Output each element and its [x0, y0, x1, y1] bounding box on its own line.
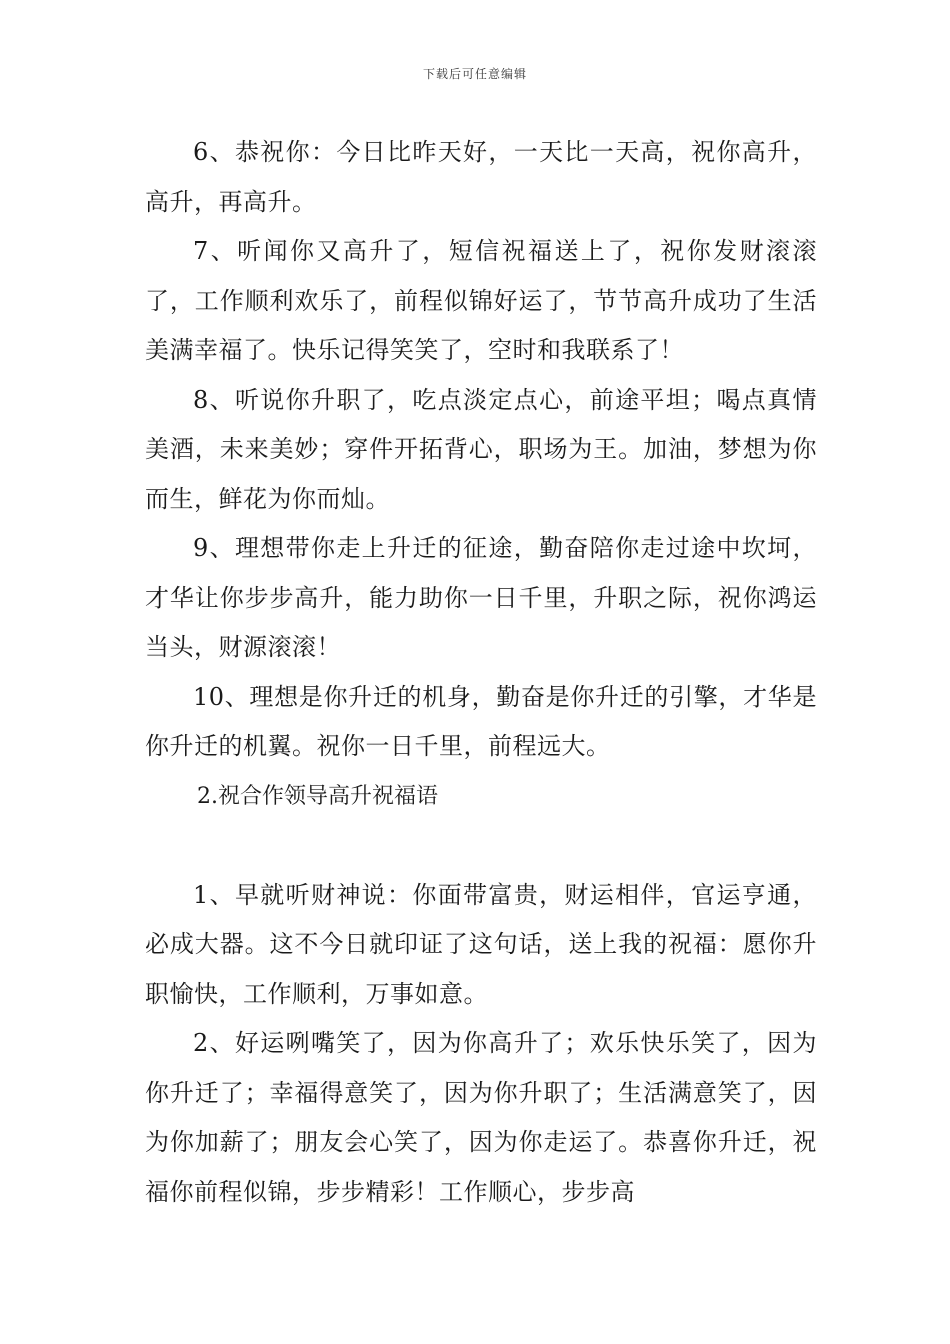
paragraph-1: 1、早就听财神说：你面带富贵，财运相伴，官运亨通，必成大器。这不今日就印证了这句话，送上我的祝福：愿你升职愉快，工作顺利，万事如意。 — [145, 880, 817, 1008]
paragraph-10: 10、理想是你升迁的机身，勤奋是你升迁的引擎，才华是你升迁的机翼。祝你一日千里，前程远大。 — [145, 682, 817, 760]
section-heading: 2.祝合作领导高升祝福语 — [197, 783, 438, 809]
paragraph-2: 2、好运咧嘴笑了，因为你高升了；欢乐快乐笑了，因为你升迁了；幸福得意笑了，因为你升职了；生活满意笑了，因为你加薪了；朋友会心笑了，因为你走运了。恭喜你升迁，祝福你前程似锦，步步精彩！工作顺心，步步高 — [145, 1029, 817, 1206]
paragraph-7: 7、听闻你又高升了，短信祝福送上了，祝你发财滚滚了，工作顺利欢乐了，前程似锦好运了，节节高升成功了生活美满幸福了。快乐记得笑笑了，空时和我联系了！ — [145, 237, 817, 364]
paragraph-6: 6、恭祝你：今日比昨天好，一天比一天高，祝你高升，高升，再高升。 — [145, 138, 817, 216]
document-body — [145, 128, 817, 1217]
paragraph-9: 9、理想带你走上升迁的征途，勤奋陪你走过途中坎坷，才华让你步步高升，能力助你一日千里，升职之际，祝你鸿运当头，财源滚滚！ — [145, 534, 817, 661]
section-spacer — [145, 821, 817, 871]
page-header: 下载后可任意编辑 — [422, 67, 527, 81]
paragraph-8: 8、听说你升职了，吃点淡定点心，前途平坦；喝点真情美酒，未来美妙；穿件开拓背心，职场为王。加油，梦想为你而生，鲜花为你而灿。 — [145, 385, 817, 513]
